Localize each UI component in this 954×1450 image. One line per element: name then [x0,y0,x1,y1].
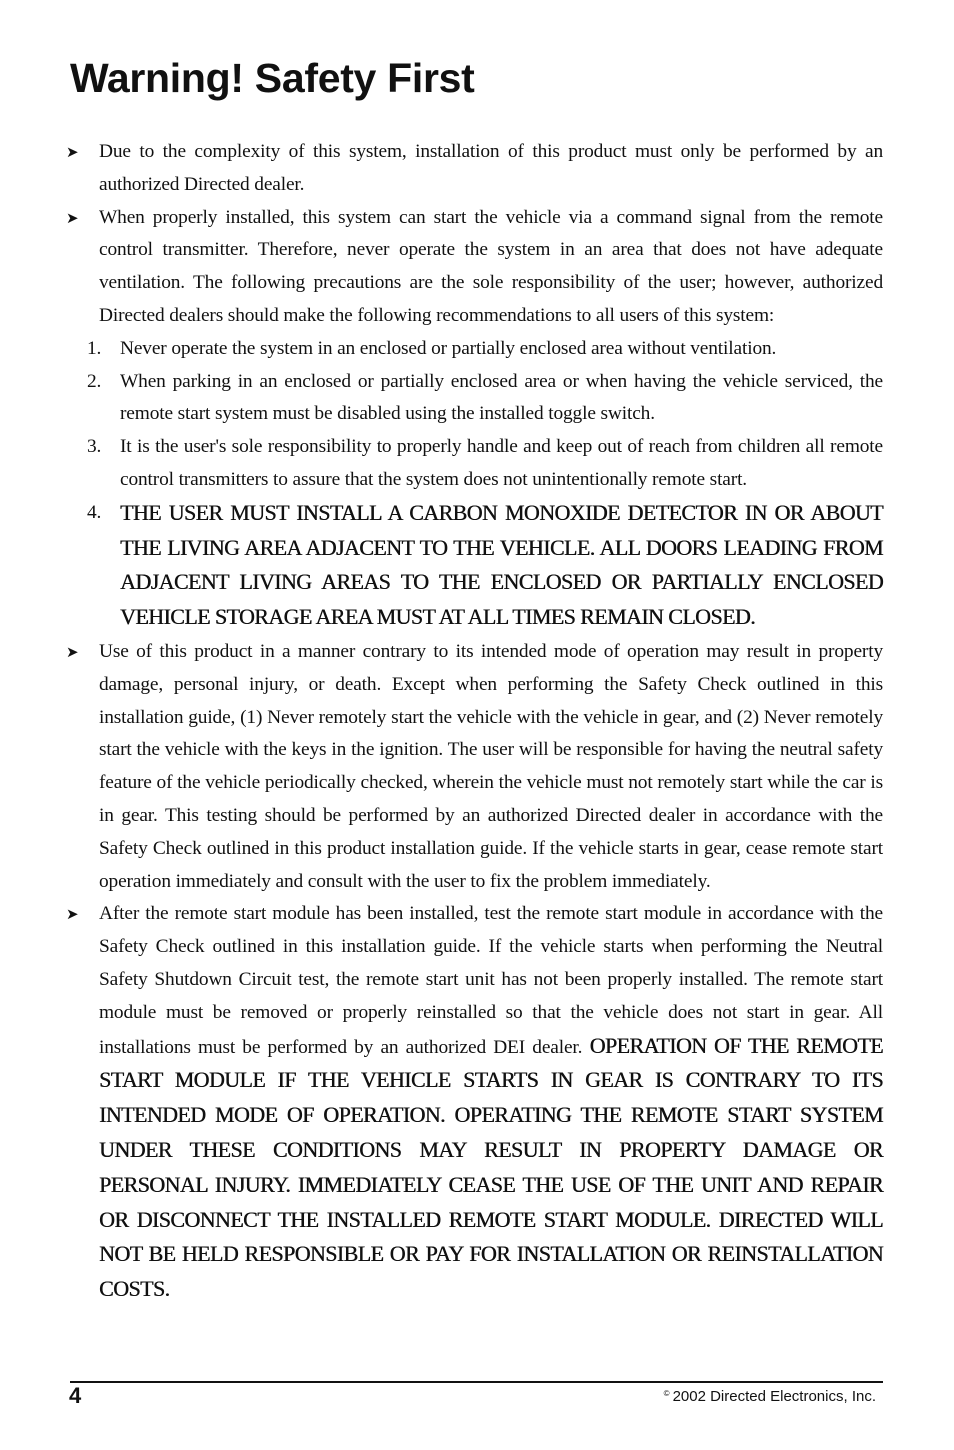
arrow-bullet-icon: ➤ [66,642,79,661]
page-title: Warning! Safety First [70,55,475,101]
page-number: 4 [69,1383,82,1408]
list-number: 4. [87,501,102,523]
precautions-list [66,333,883,636]
bullet-text: Use of this product in a manner contrary to its intended mode of operation may result in property damage, personal injury, or death. Except when performing the Safety Check outlined in this installation guide, (1) Never remotely start the vehicle with the vehicle in gear, and (2) Never remotely start the vehicle with the keys in the ignition. The user will be responsible for having the neutral safety feature of the vehicle periodically checked, wherein the vehicle must not remotely start while the car is in gear. This testing should be performed by an authorized Directed dealer in accordance with the Safety Check outlined in this product installation guide. If the vehicle starts in gear, cease remote start operation immediately and consult with the user to fix the problem immediately. [99,640,883,892]
bullet-item [66,202,883,333]
copyright-text: 2002 Directed Electronics, Inc. [672,1388,876,1405]
bullet-item [66,898,883,1308]
list-item [87,497,883,636]
list-number: 1. [87,337,102,359]
list-number: 2. [87,370,102,392]
list-item [87,366,883,432]
arrow-bullet-icon: ➤ [66,905,79,924]
carbon-monoxide-warning: THE USER MUST INSTALL A CARBON MONOXIDE DETECTOR IN OR ABOUT THE LIVING AREA ADJACENT TO THE VEHICLE. ALL DOORS LEADING FROM ADJACENT LIVING AREAS TO THE ENCLOSED OR PARTIALLY ENCLOSED VEHICLE STORAGE AREA MUST AT ALL TIMES REMAIN CLOSED. [120,499,883,630]
list-item-text: Never operate the system in an enclosed or partially enclosed area without ventilation. [120,337,777,359]
copyright-symbol: © [663,1389,670,1398]
operation-warning: OPERATION OF THE REMOTE START MODULE IF THE VEHICLE STARTS IN GEAR IS CONTRARY TO ITS INTENDED MODE OF OPERATION. OPERATING THE REMOTE START SYSTEM UNDER THESE CONDITIONS MAY RESULT IN PROPERTY DAMAGE OR PERSONAL INJURY. IMMEDIATELY CEASE THE USE OF THE UNIT AND REPAIR OR DISCONNECT THE INSTALLED REMOTE START MODULE. DIRECTED WILL NOT BE HELD RESPONSIBLE OR PAY FOR INSTALLATION OR REINSTALLATION COSTS. [99,1032,883,1302]
list-item [87,431,883,497]
arrow-bullet-icon: ➤ [66,208,79,227]
bullet-item [66,636,883,898]
arrow-bullet-icon: ➤ [66,143,79,161]
list-number: 3. [87,436,102,458]
list-item-text: When parking in an enclosed or partially enclosed area or when having the vehicle serviced, the remote start system must be disabled using the installed toggle switch. [120,370,883,425]
list-item [87,333,883,366]
bullet-text: Due to the complexity of this system, installation of this product must only be performed by an authorized Directed dealer. [99,141,883,195]
footer-divider [70,1381,883,1383]
list-item-text: It is the user's sole responsibility to properly handle and keep out of reach from children all remote control transmitters to assure that the system does not unintentionally remote start. [120,436,883,490]
bullet-item [66,136,883,202]
copyright-notice [664,1388,876,1405]
bullet-text: When properly installed, this system can start the vehicle via a command signal from the remote control transmitter. Therefore, never operate the system in an area that does not have adequate ventilation. The following precautions are the sole responsibility of the user; however, authorized Directed dealers should make the following recommendations to all users of this system: [99,206,883,326]
safety-content [66,136,883,1308]
bullet-text: After the remote start module has been installed, test the remote start module in accordance with the Safety Check outlined in this installation guide. If the vehicle starts when performing the Neutral Safety Shutdown Circuit test, the remote start unit has not been properly installed. The remote start module must be removed or properly reinstalled so that the vehicle does not start in gear. All installations must be performed by an authorized DEI dealer. [99,903,883,1058]
